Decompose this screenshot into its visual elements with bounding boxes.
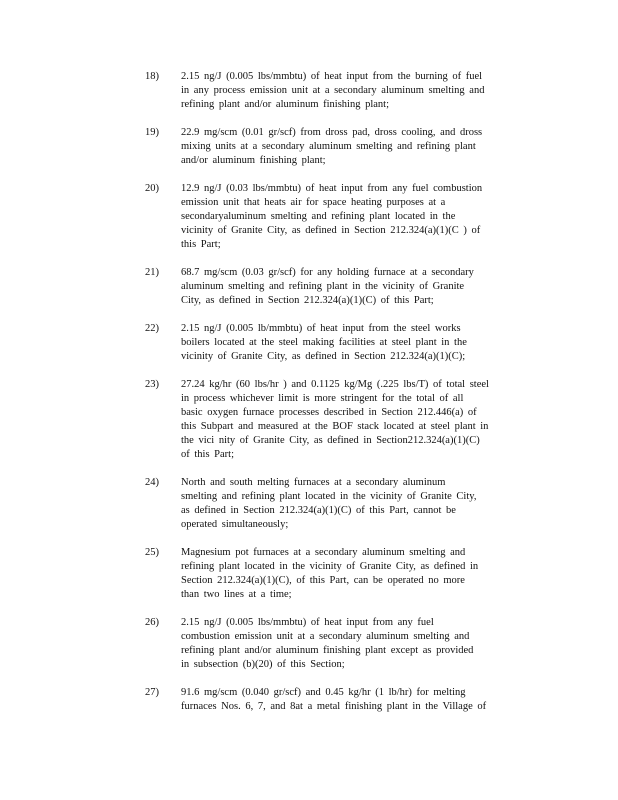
list-item: [145, 616, 525, 672]
list-item: [145, 378, 525, 462]
item-number: 26): [145, 617, 159, 628]
list-item: [145, 686, 525, 714]
item-text: North and south melting furnaces at a secondary aluminum smelting and refining plant located in the vicinity of Granite City, as defined in Section 212.324(a)(1)(C) of this Part, cannot be operated simultaneously;: [181, 477, 477, 530]
item-text: 68.7 mg/scm (0.03 gr/scf) for any holding furnace at a secondary aluminum smelting and refining plant in the vicinity of Granite City, as defined in Section 212.324(a)(1)(C) of this Part;: [181, 267, 474, 306]
list-item: [145, 546, 525, 602]
item-text: 12.9 ng/J (0.03 lbs/mmbtu) of heat input from any fuel combustion emission unit that heats air for space heating purposes at a secondaryaluminum smelting and refining plant located in the vicinity of Granite City, as defined in Section 212.324(a)(1)(C ) of this Part;: [181, 183, 483, 250]
item-text: 2.15 ng/J (0.005 lbs/mmbtu) of heat input from the burning of fuel in any process emission unit at a secondary aluminum smelting and refining plant and/or aluminum finishing plant;: [181, 71, 485, 110]
item-number: 19): [145, 127, 159, 138]
item-number: 27): [145, 687, 159, 698]
item-text: 2.15 ng/J (0.005 lb/mmbtu) of heat input from the steel works boilers located at the steel making facilities at steel plant in the vicinity of Granite City, as defined in Section 212.324(a)(1)(C);: [181, 323, 467, 362]
item-text: 27.24 kg/hr (60 lbs/hr ) and 0.1125 kg/Mg (.225 lbs/T) of total steel in process whichever limit is more stringent for the total of all basic oxygen furnace processes described in Section 212.446(a) of this Subpart and measured at the BOF stack located at steel plant in the vici nity of Granite City, as defined in Section212.324(a)(1)(C) of this Part;: [181, 379, 489, 460]
item-number: 22): [145, 323, 159, 334]
item-number: 20): [145, 183, 159, 194]
list-item: [145, 266, 525, 308]
item-text: 22.9 mg/scm (0.01 gr/scf) from dross pad, dross cooling, and dross mixing units at a secondary aluminum smelting and refining plant and/or aluminum finishing plant;: [181, 127, 483, 166]
list-item: [145, 126, 525, 168]
item-text: 91.6 mg/scm (0.040 gr/scf) and 0.45 kg/hr (1 lb/hr) for melting furnaces Nos. 6, 7, and 8at a metal finishing plant in the Village of: [181, 687, 487, 712]
list-item: [145, 182, 525, 252]
item-number: 24): [145, 477, 159, 488]
list-item: [145, 70, 525, 112]
item-number: 25): [145, 547, 159, 558]
list-item: [145, 322, 525, 364]
item-text: 2.15 ng/J (0.005 lbs/mmbtu) of heat input from any fuel combustion emission unit at a secondary aluminum smelting and refining plant and/or aluminum finishing plant except as provided in subsection (b)(20) of this Section;: [181, 617, 474, 670]
list-item: [145, 476, 525, 532]
item-number: 18): [145, 71, 159, 82]
regulation-list: [145, 70, 525, 728]
item-number: 23): [145, 379, 159, 390]
item-number: 21): [145, 267, 159, 278]
item-text: Magnesium pot furnaces at a secondary aluminum smelting and refining plant located in the vicinity of Granite City, as defined in Section 212.324(a)(1)(C), of this Part, can be operated no more than two lines at a time;: [181, 547, 479, 600]
